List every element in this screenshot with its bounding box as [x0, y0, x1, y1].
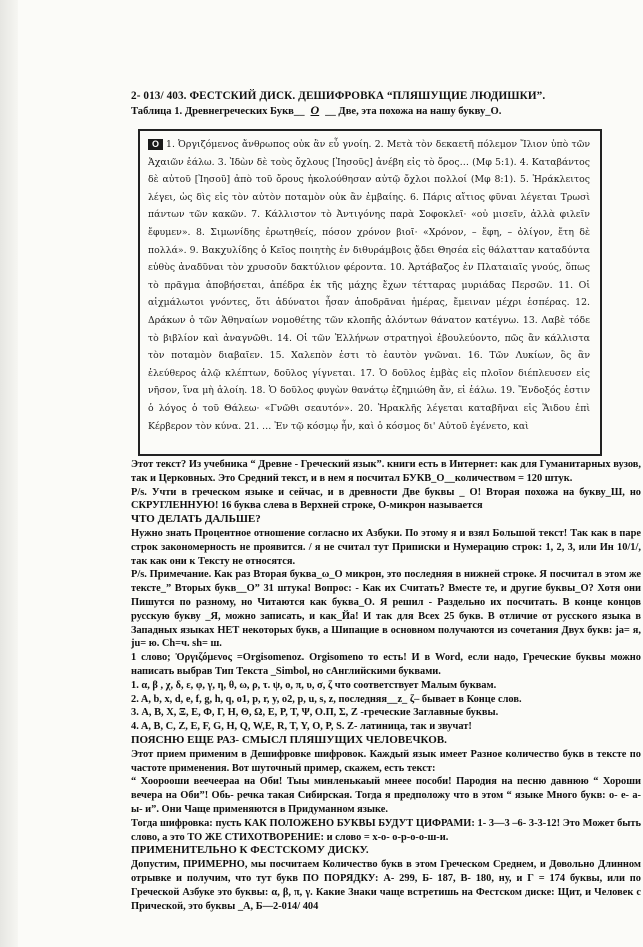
caption-prefix: Таблица 1. Древнегреческих Букв__	[131, 106, 305, 117]
caption-letter: O	[310, 103, 320, 117]
paragraph-method: Этот прием применим в Дешифровке шифровок. Каждый язык имеет Разное количество букв в тексте по частоте применения. Вот шуточный пример, скажем, есть текст:	[131, 748, 641, 774]
paragraph-first-word: 1 слово; Ὀργιζόμενος =Orgisomenoz. Orgisomeno то есть! И в Word, если надо, Греческие буквы можно написать выбрав Тип Текста _Simbol, но сАнглийскими буквами.	[131, 652, 641, 677]
greek-text-box	[138, 129, 602, 456]
paragraph-counts: Допустим, ПРИМЕРНО, мы посчитаем Количество букв в этом Греческом Среднем, и Довольно Длинном отрывке и получим, что тут букв ПО ПОРЯДКУ: А- 299, Б- 187, В- 180, ну, и Г = 174 буквы, или по Греческой Азбуке это буквы: α, β, π, γ. Какие Знаки чаще встретишь на Фестском диске: Щит, и Человек с Прической, это буквы _А, Б—2-014/ 404	[131, 859, 641, 912]
scan-edge	[0, 0, 18, 947]
paragraph-ps-note: P/s. Примечание. Как раз Вторая буква_ω_O микрон, это последняя в нижней строке. Я посчитал в этом же тексте_” Вторых букв__O” 31 штука! Вопрос: - Как их Считать? Вместе те, и другие буквы_O? Хотя они Пишутся по разному, но Читаются как буква_O. Я решил - Раздельно их посчитать. В конце концов русскую букву _Я, можно записать, и как_Йа! И так для Всех 25 букв. В отличие от русского языка в Западных языках НЕТ некоторых букв, а Шипащие в основном получаются из сочетания Двух букв: ja= я, ju= ю. Ch=ч. sh= ш.	[131, 569, 641, 650]
document-title: 2- 013/ 403. ФЕСТСКИЙ ДИСК. ДЕШИФРОВКА “ПЛЯШУЩИЕ ЛЮДИШКИ”.	[131, 90, 546, 102]
heading-phaistos: ПРИМЕНИТЕЛЬНО К ФЕСТСКОМУ ДИСКУ.	[131, 844, 369, 857]
list-item-1: 1. α, β , χ, δ, ε, φ, γ, η, θ, ω, ρ, τ. ψ, ο, π, υ, σ, ζ что соответствует Малым буквам.	[131, 679, 497, 691]
paragraph-percent: Нужно знать Процентное отношение согласно их Азбуки. По этому я и взял Большой текст! Так как в паре строк закономерность не проявится. / я не считал тут Приписки и Нумерацию строк: 1, 2, 3, или Ин 10/1/, так как они к Тексту не относятся.	[131, 527, 641, 567]
heading-what-next: ЧТО ДЕЛАТЬ ДАЛЬШЕ?	[131, 513, 261, 526]
letter-o-tag: O	[148, 139, 163, 150]
list-item-3: 3. А, В, Х, Ξ, Ε, Φ, Γ, Η, Θ, Ω, Ε, Ρ, Τ, Ψ, Ο.Π, Σ, Ζ -греческие Заглавные буквы.	[131, 707, 499, 719]
paragraph-ps-two-letters: P/s. Учти в греческом языке и сейчас, и в древности Две буквы _ O! Вторая похожа на букву_Ш, но СКРУГЛЕННУЮ! 16 буква слева в Верхней строке, O-микрон называется	[131, 486, 641, 512]
document-header	[131, 89, 631, 119]
paragraph-intro: Этот текст? Из учебника “ Древне - Греческий язык”. книги есть в Интернет: как для Гуманитарных вузов, так и Церковных. Это Средний текст, и в нем я посчитал БУКВ_O__количеством = 120 штук.	[131, 459, 641, 484]
paragraph-example: “ Хоорооши веечеерaа на Оби! Тыы минленькаый мнеее пособи! Пародия на песню давнюю “ Хороши вечера на Оби”! Обь- речка такая Сибирская. Тогда я предположу что в этом “ языке Много букв: о- е- а- ы- и”. Они Чаще применяются в Придуманном языке.	[131, 776, 641, 815]
heading-dancing-men: ПОЯСНЮ ЕЩЕ РАЗ- СМЫСЛ ПЛЯШУЩИХ ЧЕЛОВЕЧКОВ.	[131, 733, 447, 746]
table-caption	[131, 103, 631, 119]
greek-passage	[148, 136, 590, 435]
paragraph-cipher: Тогда шифровка: пусть КАК ПОЛОЖЕНО БУКВЫ БУДУТ ЦИФРАМИ: 1- 3—3 –6- 3-3-12! Это Может быть слово, а это ТО ЖЕ СТИХОТВОРЕНИЕ: и слово = х-о- о-р-о-о-ш-и.	[131, 817, 641, 843]
commentary	[131, 458, 641, 913]
list-item-4: 4. A, B, C, Z, E, F, G, H, Q, W,E, R, T, Y, O, P, S. Z- латиница, так и звучат!	[131, 721, 472, 733]
list-item-2: 2. A, b, x, d, e, f, g, h, q, o1, p, r, y, o2, p, u, s, z, последняя__z_ ζ– бывает в Конце слов.	[131, 693, 522, 705]
greek-sentences: 1. Ὀργιζόμενος ἄνθρωπος οὐκ ἂν εὖ γνοίη. 2. Μετὰ τὸν δεκαετῆ πόλεμον Ἴλιον ὑπὸ τῶν Ἀχαιῶν ἑάλω. 3. Ἰδὼν δὲ τοὺς ὄχλους [Ἰησοῦς] ἀνέβη εἰς τὸ ὄρος… (Μφ 5:1). 4. Καταβάντος δὲ αὐτοῦ [Ἰησοῦ] ἀπὸ τοῦ ὄρους ἠκολούθησαν αὐτῷ ὄχλοι πολλοί (Μφ 8:1). 5. Ἡράκλειτος λέγει, ὡς δὶς εἰς τὸν αὐτὸν ποταμὸν οὐκ ἂν ἐμβαίης. 6. Πάρις αἴτιος φῦναι λέγεται Τρωσὶ πάντων τῶν κακῶν. 7. Κάλλιστον τὸ Ἀντιγόνης παρὰ Σοφοκλεῖ· «οὐ μισεῖν, ἀλλὰ φιλεῖν ἔφυμεν». 8. Σιμωνίδης ἐρωτηθείς, πόσον χρόνον βιοῖ· «Χρόνον, – ἔφη, – ὀλίγον, ἔτη δὲ πολλά». 9. Βακχυλίδης ὁ Κεῖος ποιητὴς ἐν διθυράμβοις ᾄδει Θησέα εἰς θάλατταν καταδύντα εὐθὺς ἀναδῦναι τὸν χρυσοῦν δακτύλιον φέροντα. 10. Ἀρτάβαζος ἐν Πλαταιαῖς γνούς, ὅπως τὸ πρᾶγμα ἀποβήσεται, ἀπέδρα ἐκ τῆς μάχης ἔχων τέτταρας μυριάδας Περσῶν. 11. Οἱ αἰχμάλωτοι γνόντες, ὅτι ἀδύνατοι ἦσαν ἀποδρᾶναι ἡμέρας, ἔμειναν μέχρι ἑσπέρας. 12. Δράκων ὁ τῶν Ἀθηναίων νομοθέτης τῶν κλοπῆς ἁλόντων θάνατον κατέγνω. 13. Λαβὲ τόδε τὸ βιβλίον καὶ ἀναγνῶθι. 14. Οἱ τῶν Ἑλλήνων στρατηγοὶ ἐβουλεύοντο, πῶς ἂν κάλλιστα τὸν ποταμὸν διαβαῖεν. 15. Χαλεπὸν ἐστι τὸ ἑαυτὸν γνῶναι. 16. Τῶν Λυκίων, ὃς ἂν ἐλεύθερος ἁλῷ κλέπτων, δοῦλος γίγνεται. 17. Ὁ δοῦλος ἐμβὰς εἰς πλοῖον διέπλευσεν εἰς νῆσον, ἵνα μὴ ἁλοίη. 18. Ὁ δοῦλος φυγὼν θανάτῳ ἐζημιώθη ἄν, εἰ ἑάλω. 19. Ἔνδοξός ἐστιν ὁ λόγος ὁ τοῦ Θάλεω· «Γνῶθι σεαυτόν». 20. Ἡρακλῆς λέγεται καταβῆναι εἰς Ἅιδου ἐπὶ Κέρβερον τὸν κύνα. 21. … Ἐν τῷ κόσμῳ ἦν, καὶ ὁ κόσμος δι' Αὐτοῦ ἐγένετο, καὶ	[148, 139, 590, 432]
caption-suffix: __ Две, эта похожа на нашу букву_O.	[325, 106, 502, 117]
